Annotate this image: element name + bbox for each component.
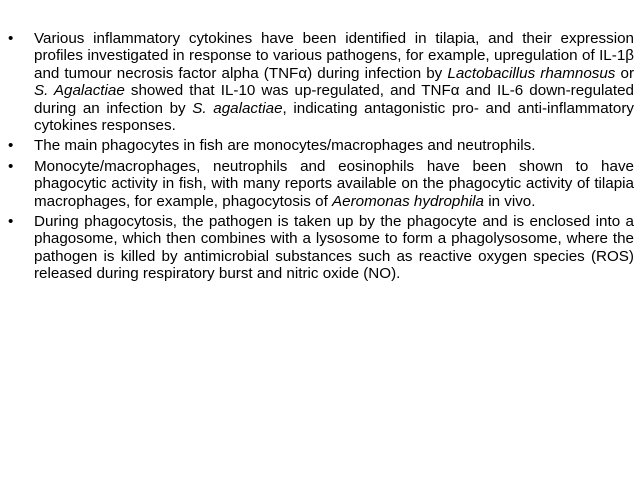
italic-text-segment: S. agalactiae: [192, 99, 283, 117]
bullet-list: [8, 30, 634, 286]
italic-text-segment: S. Agalactiae: [34, 82, 125, 100]
text-segment: , indicating antagonistic pro- and anti-inflammatory cytokines responses.: [34, 99, 634, 135]
italic-text-segment: Lactobacillus rhamnosus: [447, 64, 616, 82]
bullet-item-4: [8, 213, 634, 283]
bullet-icon: •: [8, 157, 14, 175]
bullet-item-2: [8, 137, 634, 154]
text-segment: in vivo.: [483, 192, 536, 210]
italic-text-segment: Aeromonas hydrophila: [332, 192, 484, 210]
bullet-item-3: [8, 158, 634, 210]
text-segment: Various inflammatory cytokines have been identified in tilapia, and their expression profiles investigated in response to various pathogens, for example, upregulation of IL-1β and tumour necrosis factor alpha (TNFα) during infection by: [34, 30, 634, 82]
bullet-text: [34, 213, 634, 283]
bullet-icon: •: [8, 30, 14, 47]
bullet-icon: •: [8, 213, 14, 231]
bullet-icon: •: [8, 137, 14, 155]
text-segment: or: [615, 64, 635, 82]
bullet-item-1: [8, 30, 634, 134]
bullet-text: [34, 30, 634, 134]
text-segment: showed that IL-10 was up-regulated, and TNFα and IL-6 down-regulated during an infection by: [34, 82, 634, 117]
bullet-text: [34, 158, 634, 210]
bullet-text: [34, 137, 634, 154]
text-segment: The main phagocytes in fish are monocytes/macrophages and neutrophils.: [34, 137, 536, 155]
text-segment: During phagocytosis, the pathogen is taken up by the phagocyte and is enclosed into a phagosome, which then combines with a lysosome to form a phagolysosome, where the pathogen is killed by antimicrobial substances such as reactive oxygen species (ROS) released during respiratory burst and nitric oxide (NO).: [34, 213, 634, 283]
text-segment: Monocyte/macrophages, neutrophils and eosinophils have been shown to have phagocytic activity in fish, with many reports available on the phagocytic activity of tilapia macrophages, for example, phagocytosis of: [34, 157, 634, 210]
